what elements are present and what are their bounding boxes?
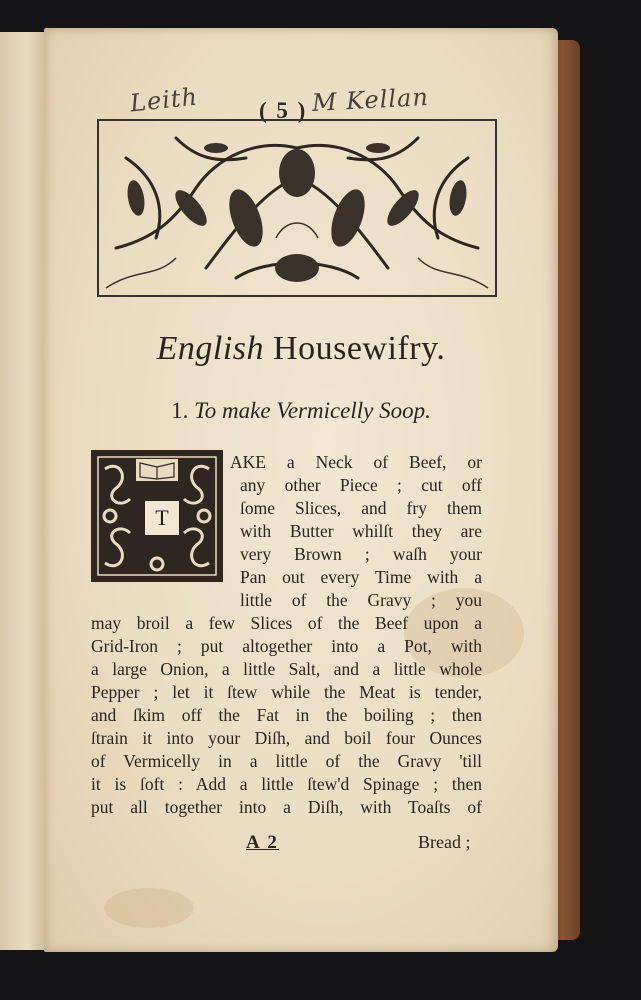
body-line: Grid-Iron ; put altogether into a Pot, with [91,636,482,656]
body-line: put all together into a Diſh, with Toaſts of [91,797,482,817]
page-stain [104,888,194,928]
handwritten-signature-left: Leith [128,82,200,118]
floral-headpiece-ornament [96,118,498,298]
recipe-number: 1. [171,398,189,423]
drop-cap-letter: T [144,500,180,536]
body-line: with Butter whilſt they are [240,521,482,541]
running-header [44,68,558,123]
title-housewifry: Housewifry. [273,330,446,367]
book-title [44,330,558,368]
body-line: a large Onion, a little Salt, and a little whole [91,659,482,679]
body-line: Pepper ; let it ſtew while the Meat is tender, [91,682,482,702]
body-line: Pan out every Time with a [240,567,482,587]
left-page-edge [0,32,48,950]
body-line: little of the Gravy ; you [240,590,482,610]
recipe-title: To make Vermicelly Soop. [194,398,431,423]
catchword: Bread ; [418,832,471,852]
body-line: ſome Slices, and fry them [240,498,482,518]
body-line: any other Piece ; cut off [240,475,482,495]
body-line: it is ſoft : Add a little ſtew'd Spinage ; then [91,774,482,794]
signature-mark: A 2 [246,832,279,853]
body-line: very Brown ; waſh your [240,544,482,564]
handwritten-signature-right: M Kellan [311,82,430,118]
book-page [44,28,558,952]
body-line: and ſkim off the Fat in the boiling ; then [91,705,482,725]
body-line: ſtrain it into your Diſh, and boil four Ounces [91,728,482,748]
recipe-heading [44,398,558,424]
title-english: English [156,330,265,367]
body-line: may broil a few Slices of the Beef upon a [91,613,482,633]
body-line: of Vermicelly in a little of the Gravy 'till [91,751,482,771]
page-number: ( 5 ) [259,98,308,123]
body-line: AKE a Neck of Beef, or [230,452,482,472]
